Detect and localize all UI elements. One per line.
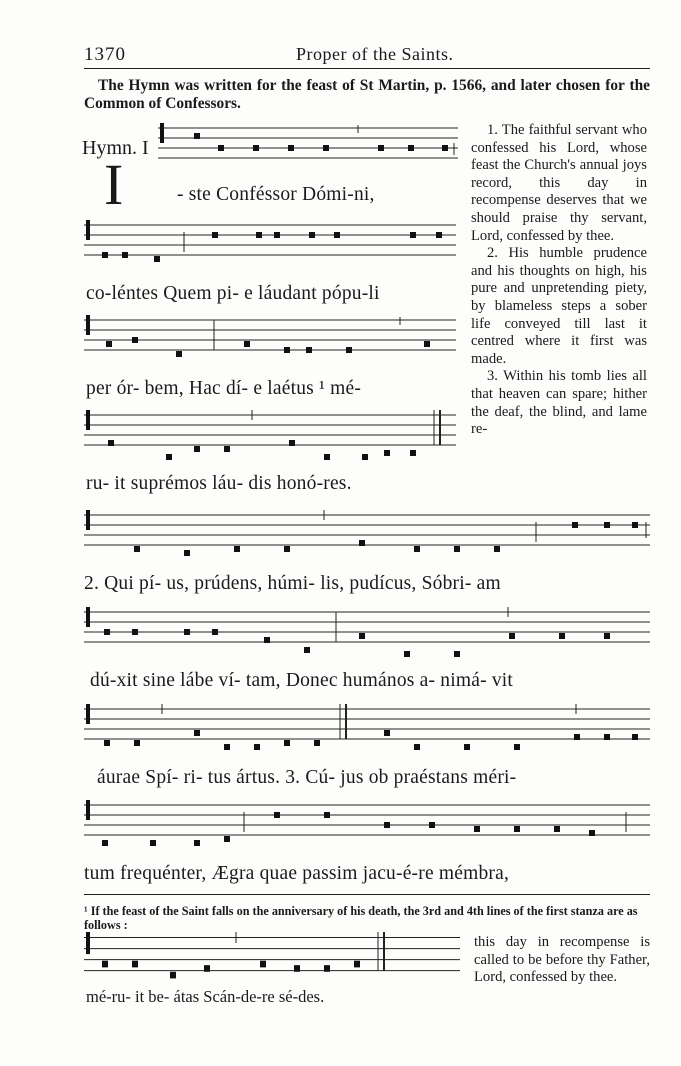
music-staff-6 <box>84 607 650 645</box>
page-number: 1370 <box>84 44 126 65</box>
footnote-staff <box>84 932 460 974</box>
music-staff-1 <box>158 123 458 161</box>
lyric-line-6: dú-xit sine lábe ví- tam, Donec humános a- nimá- vit <box>90 670 514 691</box>
intro-paragraph: The Hymn was written for the feast of St Martin, p. 1566, and later chosen for the Common of Confessors. <box>84 77 650 112</box>
header-rule <box>84 68 650 69</box>
hymn-label: Hymn. I <box>82 137 149 159</box>
staff-lines-5 <box>84 510 650 548</box>
lyric-line-3: per ór- bem, Hac dí- e laétus ¹ mé- <box>86 378 362 399</box>
lyric-line-8: tum frequénter, Ægra quae passim jacu-é-re mémbra, <box>84 863 510 884</box>
music-staff-7 <box>84 704 650 742</box>
translation-stanza-3: 3. Within his tomb lies all that heaven can spare; hither the deaf, the blind, and lame re- <box>471 368 647 438</box>
page-header <box>84 44 650 68</box>
translation-stanza-1: 1. The faithful servant who confessed his Lord, whose feast the Church's annual joys record, this day in recompense deserves that we should praise thy servant, Lord, confessed by thee. <box>471 122 647 244</box>
staff-lines-6 <box>84 607 650 645</box>
footnote-translation: this day in recompense is called to be before thy Father, Lord, confessed by thee. <box>474 934 650 986</box>
lyric-line-1: - ste Conféssor Dómi-ni, <box>177 184 375 205</box>
footnote <box>84 904 650 932</box>
translation-stanza-2: 2. His humble prudence and his thoughts on high, his pure and unpretending piety, by blameless steps a sober life conveyed till last it centred where it first was made. <box>471 245 647 367</box>
music-staff-8 <box>84 800 650 838</box>
running-title: Proper of the Saints. <box>296 44 454 64</box>
lyric-line-7: áurae Spí- ri- tus ártus. 3. Cú- jus ob praéstans méri- <box>97 767 517 788</box>
music-staff-5 <box>84 510 650 548</box>
translation-column <box>471 122 647 439</box>
footnote-rule <box>84 894 650 895</box>
initial-letter: I <box>104 152 124 217</box>
footnote-staff-lines <box>84 932 460 974</box>
staff-lines-8 <box>84 800 650 838</box>
lyric-line-4: ru- it suprémos láu- dis honó-res. <box>86 473 352 494</box>
staff-lines <box>158 123 458 161</box>
lyric-line-5: 2. Qui pí- us, prúdens, húmi- lis, pudícus, Sóbri- am <box>84 573 501 594</box>
staff-lines-3 <box>84 315 456 353</box>
staff-lines-2 <box>84 220 456 258</box>
music-staff-2 <box>84 220 456 258</box>
footnote-marker: ¹ <box>84 904 88 918</box>
music-staff-3 <box>84 315 456 353</box>
staff-lines-7 <box>84 704 650 742</box>
footnote-text: If the feast of the Saint falls on the anniversary of his death, the 3rd and 4th lines of the first stanza are as follows : <box>84 904 638 932</box>
lyric-line-2: co-léntes Quem pi- e láudant pópu-li <box>86 283 380 304</box>
staff-lines-4 <box>84 410 456 448</box>
music-staff-4 <box>84 410 456 448</box>
footnote-lyric: mé-ru- it be- átas Scán-de-re sé-des. <box>86 987 325 1006</box>
